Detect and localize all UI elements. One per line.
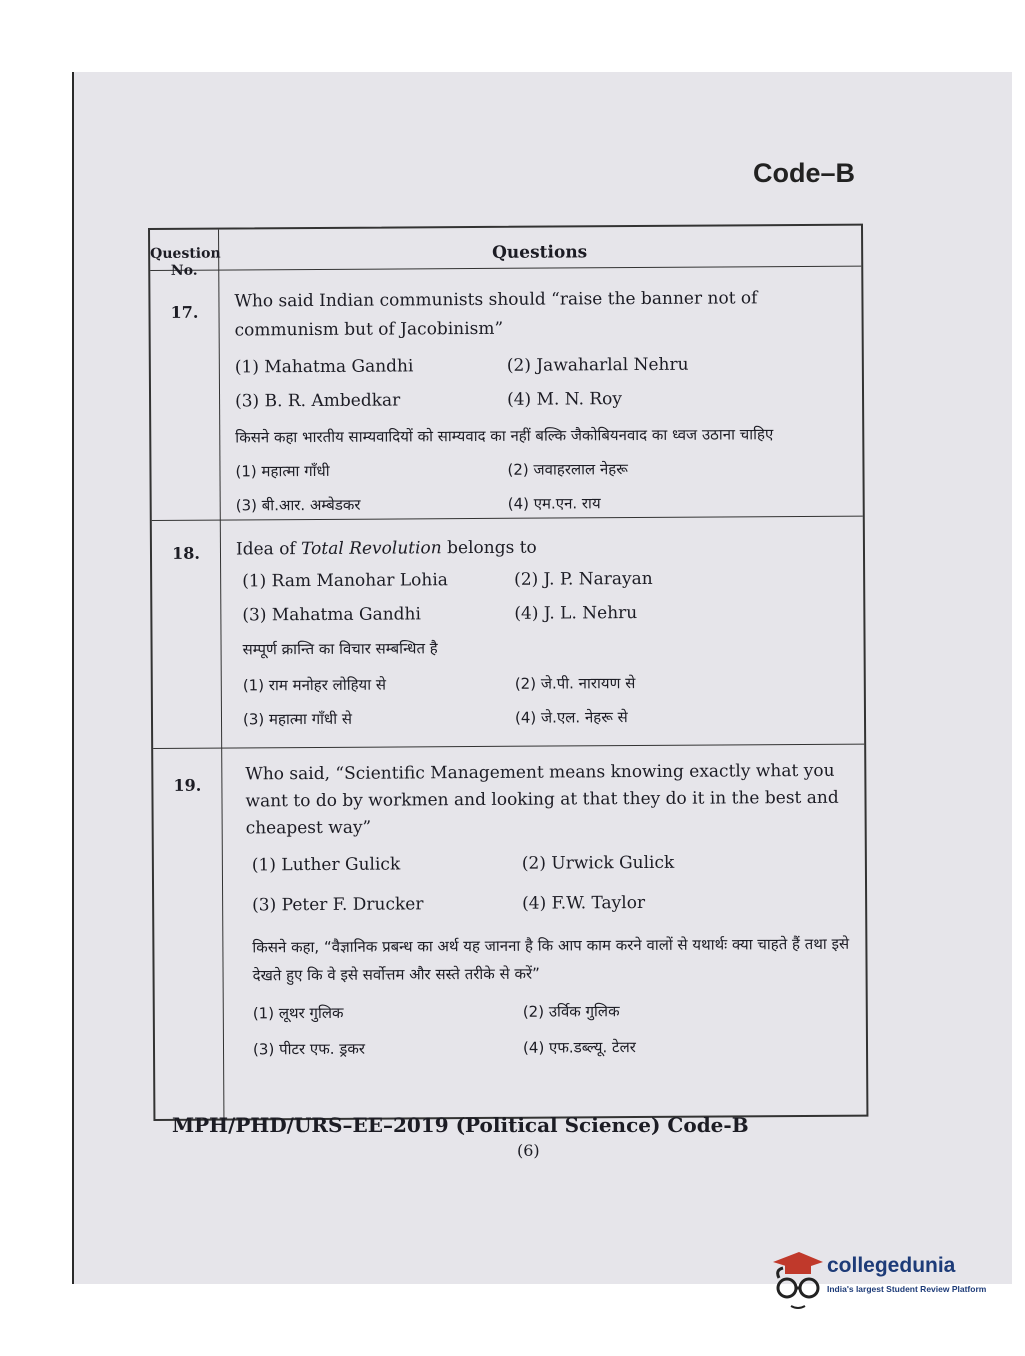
question-stem-en <box>236 532 853 565</box>
option-3-en: (3) Peter F. Drucker <box>252 894 424 916</box>
option-3-hi: (3) पीटर एफ. ड्रकर <box>252 1039 366 1059</box>
option-3-hi: (3) बी.आर. अम्बेडकर <box>235 495 361 515</box>
option-4-hi: (4) एफ.डब्ल्यू. टेलर <box>522 1038 636 1057</box>
option-3-hi: (3) महात्मा गाँधी से <box>242 709 353 729</box>
question-stem-hi: किसने कहा, “वैज्ञानिक प्रबन्ध का अर्थ यह जानना है कि आप काम करने वालों से यथार्थः क्या चाहते हैं तथा इसे देखते हुए कि वे इसे सर्वोत्तम और सस्ते तरीके से करें” <box>252 934 850 985</box>
student-mascot-icon <box>765 1248 825 1316</box>
stem-prefix: Idea of <box>235 539 302 560</box>
question-stem-en: Who said Indian communists should “raise the banner not of communism but of Jacobinism” <box>234 288 758 341</box>
option-4-en: (4) F.W. Taylor <box>522 892 646 914</box>
question-number: 17. <box>170 302 199 322</box>
option-2-en: (2) J. P. Narayan <box>514 568 653 590</box>
option-2-hi: (2) जे.पी. नारायण से <box>514 674 636 693</box>
stem-italic: Total Revolution <box>301 538 442 560</box>
option-1-hi: (1) लूथर गुलिक <box>252 1003 344 1023</box>
option-3-en: (3) Mahatma Gandhi <box>242 604 421 626</box>
option-2-en: (2) Urwick Gulick <box>521 852 675 874</box>
question-table <box>148 224 868 1121</box>
option-1-en: (1) Luther Gulick <box>251 854 401 876</box>
option-3-en: (3) B. R. Ambedkar <box>235 390 401 412</box>
scan-edge <box>72 72 74 1284</box>
option-1-hi: (1) महात्मा गाँधी <box>235 461 330 481</box>
header-divider <box>150 266 861 271</box>
question-stem-hi: किसने कहा भारतीय साम्यवादियों को साम्यवाद का नहीं बल्कि जैकोबियनवाद का ध्वज उठाना चाहिए <box>235 425 774 447</box>
option-2-en: (2) Jawaharlal Nehru <box>506 354 689 376</box>
option-4-hi: (4) एम.एन. राय <box>507 494 601 513</box>
option-1-hi: (1) राम मनोहर लोहिया से <box>242 675 387 695</box>
question-stem-en: Who said, “Scientific Management means knowing exactly what you want to do by workmen and looking at that they do it in the best and cheapest way” <box>245 760 839 839</box>
question-stem-hi: सम्पूर्ण क्रान्ति का विचार सम्बन्धित है <box>242 639 438 659</box>
option-4-en: (4) M. N. Roy <box>506 389 623 410</box>
option-4-en: (4) J. L. Nehru <box>514 603 638 624</box>
option-2-hi: (2) उर्विक गुलिक <box>522 1002 620 1021</box>
page-number: (6) <box>517 1141 540 1160</box>
question-number: 18. <box>172 543 200 563</box>
question-number: 19. <box>173 775 202 795</box>
option-4-hi: (4) जे.एल. नेहरू से <box>514 708 628 727</box>
option-1-en: (1) Mahatma Gandhi <box>234 356 414 378</box>
header-question-no: Question No. <box>150 245 221 279</box>
column-divider <box>218 230 224 1119</box>
footer-paper-code: MPH/PHD/URS–EE–2019 (Political Science) Code-B <box>172 1113 749 1137</box>
option-1-en: (1) Ram Manohar Lohia <box>242 570 448 592</box>
row-divider <box>153 744 864 749</box>
stem-suffix: belongs to <box>441 537 537 559</box>
header-questions: Questions <box>492 242 588 263</box>
logo-name: collegedunia <box>827 1254 956 1277</box>
code-label: Code–B <box>752 158 855 188</box>
collegedunia-logo <box>765 1248 995 1316</box>
row-divider <box>152 516 863 521</box>
logo-tagline: India's largest Student Review Platform <box>827 1284 987 1294</box>
option-2-hi: (2) जवाहरलाल नेहरू <box>507 460 628 479</box>
